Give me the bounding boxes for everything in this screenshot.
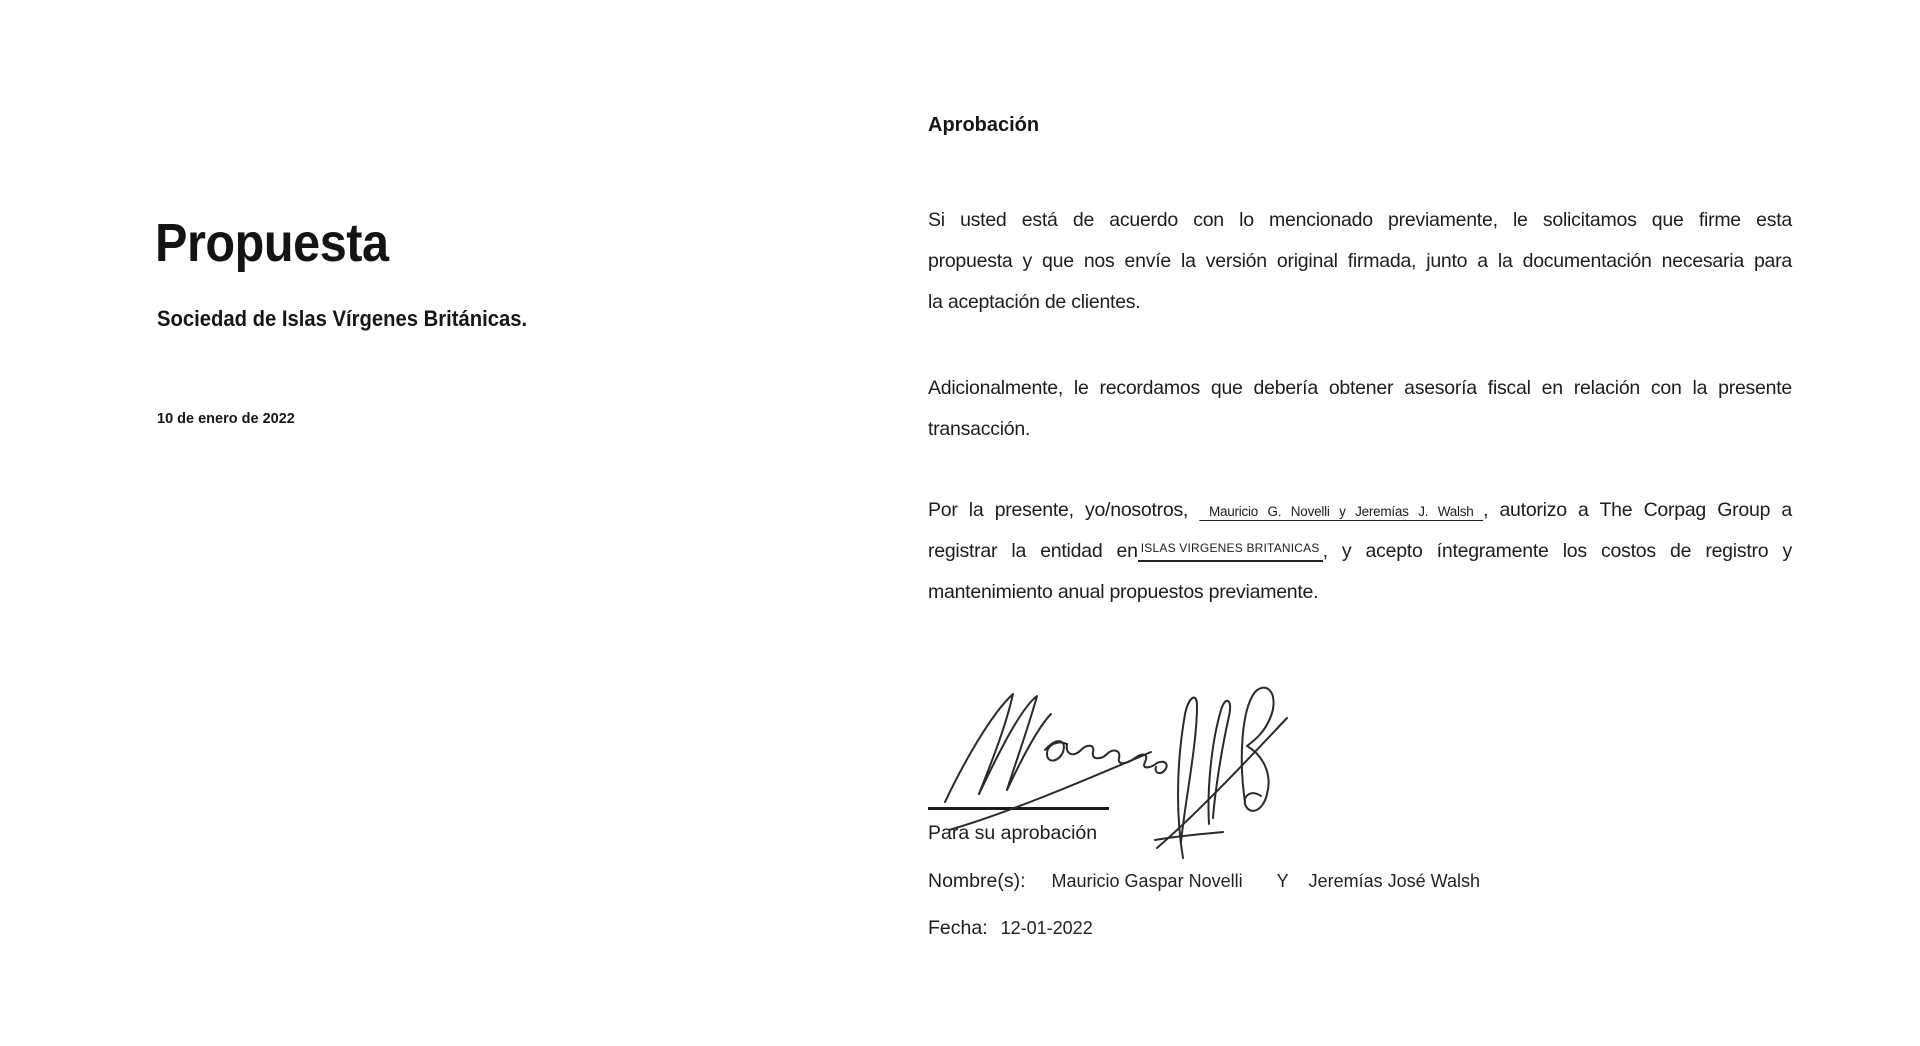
authorization-text-before: Por la presente, yo/nosotros, [928, 499, 1189, 521]
authorization-text-after: , autorizo a The Corpag Group a [1483, 499, 1792, 521]
names-row [928, 868, 1480, 894]
entity-name-field [1138, 541, 1323, 562]
signer-names-field: Mauricio G. Novelli y Jeremías J. Walsh [1199, 504, 1484, 519]
signature-line [928, 807, 1109, 810]
paragraph-line: propuesta y que nos envíe la versión original firmada, junto a la documentación necesaria para [928, 250, 1792, 272]
document-subtitle: Sociedad de Islas Vírgenes Británicas. [157, 306, 528, 331]
signer-name-2: Jeremías José Walsh [1308, 871, 1480, 891]
paragraph-line: Adicionalmente, le recordamos que debería obtener asesoría fiscal en relación con la presente [928, 377, 1792, 399]
signer-name-1: Mauricio Gaspar Novelli [1051, 871, 1243, 891]
authorization-text-entity-before: registrar la entidad en [928, 540, 1138, 562]
entity-name-value: ISLAS VIRGENES BRITANICAS [1140, 541, 1320, 555]
paragraph-line [928, 531, 1792, 572]
page-left [0, 0, 928, 1046]
date-label: Fecha: [928, 917, 988, 939]
paragraph-line: la aceptación de clientes. [928, 291, 1141, 313]
paragraph-line [928, 490, 1792, 531]
paragraph-line: Si usted está de acuerdo con lo mencionado previamente, le solicitamos que firme esta [928, 209, 1792, 231]
names-conjunction: Y [1276, 871, 1289, 891]
approval-heading: Aprobación [928, 114, 1040, 136]
names-label: Nombre(s): [928, 870, 1026, 892]
page-right [928, 0, 1792, 1046]
date-value: 12-01-2022 [1000, 918, 1093, 938]
paragraph-sign-request [928, 200, 1792, 323]
approval-caption: Para su aprobación [928, 822, 1098, 844]
date-row [928, 915, 1093, 941]
authorization-text-entity-after: , y acepto íntegramente los costos de registro y [1322, 540, 1792, 562]
paragraph-line: transacción. [928, 418, 1031, 440]
paragraph-tax-advice [928, 368, 1792, 450]
document-title: Propuesta [155, 213, 389, 273]
paragraph-authorization [928, 490, 1792, 613]
paragraph-line: mantenimiento anual propuestos previamente. [928, 581, 1319, 603]
proposal-date: 10 de enero de 2022 [157, 411, 295, 427]
